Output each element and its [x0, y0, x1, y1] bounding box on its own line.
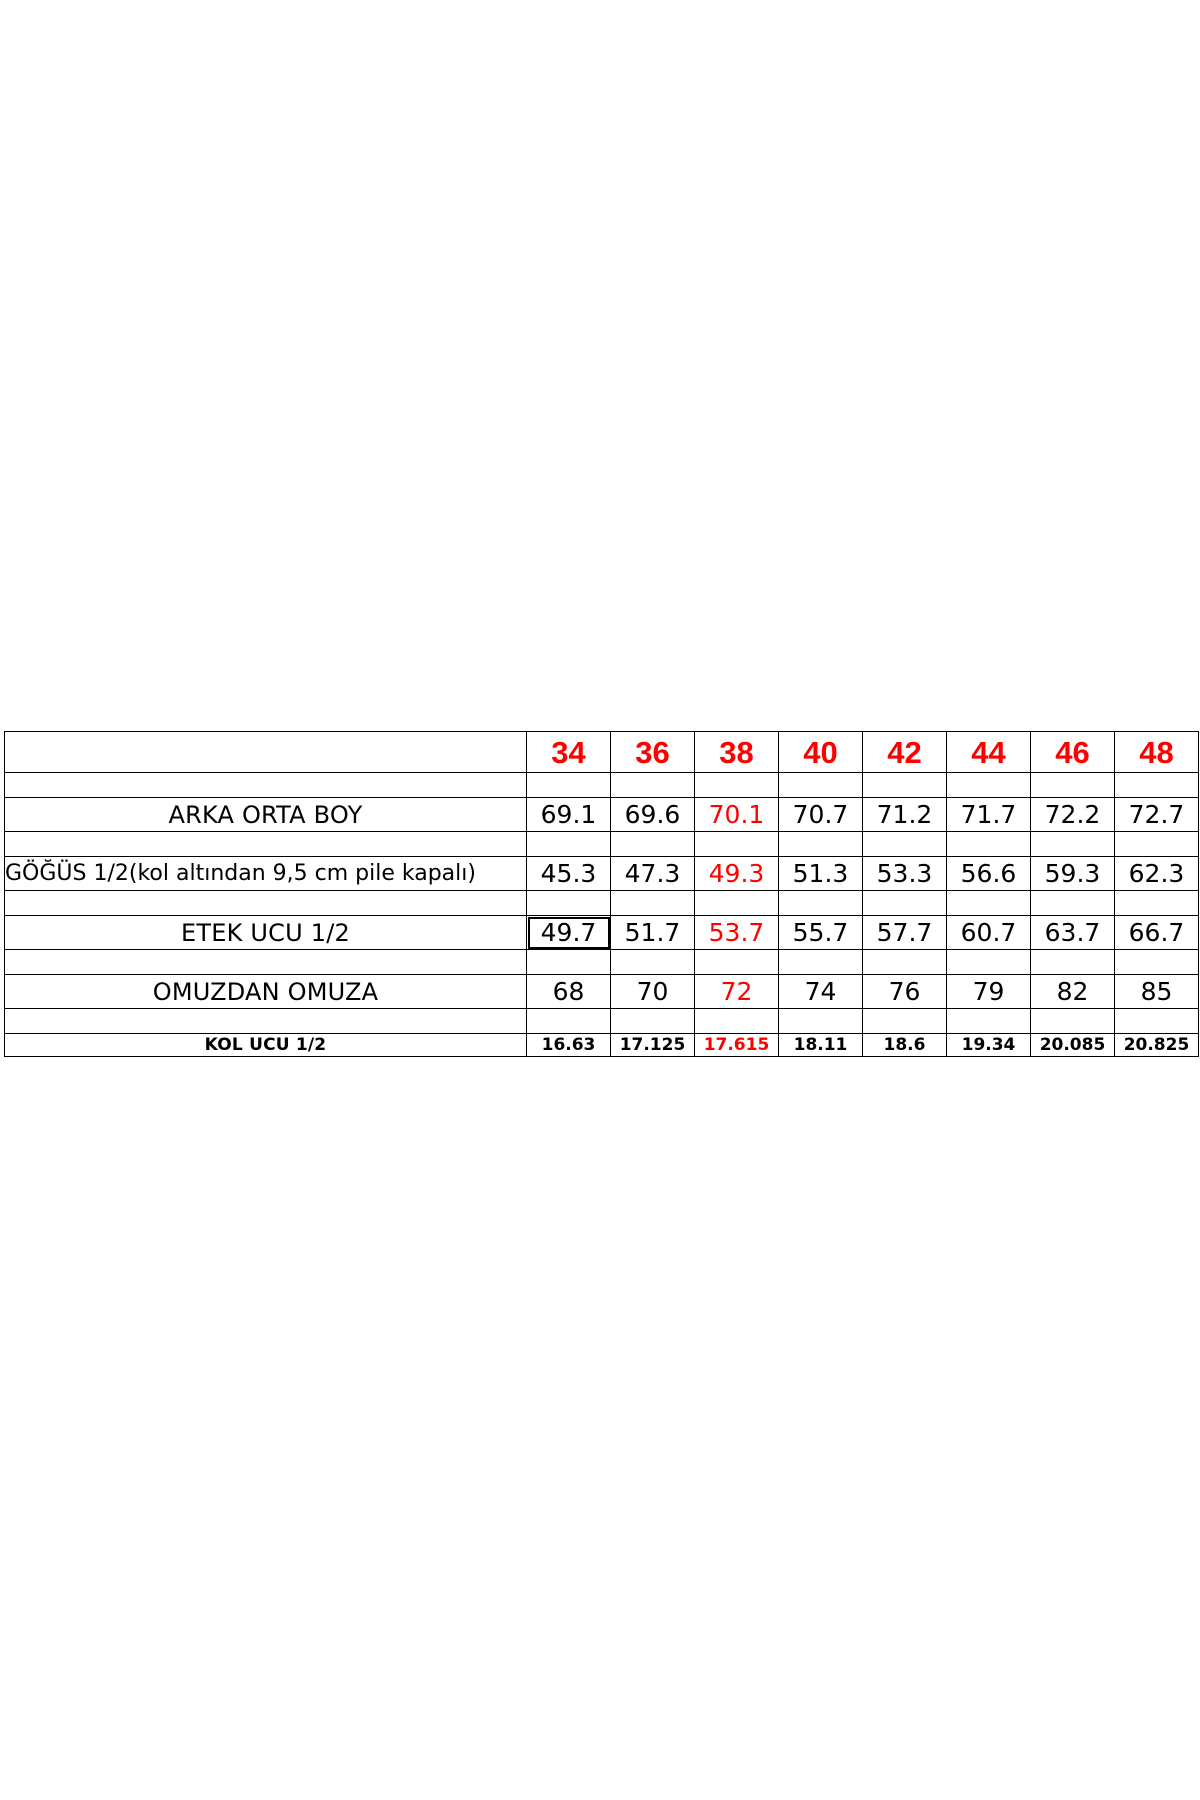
row-label-omuzdan-omuza[interactable]: OMUZDAN OMUZA: [5, 975, 527, 1009]
value-cell[interactable]: 70: [611, 975, 695, 1009]
empty-cell[interactable]: [695, 1009, 779, 1034]
size-header-34[interactable]: 34: [527, 732, 611, 773]
empty-cell[interactable]: [5, 950, 527, 975]
empty-cell[interactable]: [947, 1009, 1031, 1034]
empty-cell[interactable]: [1115, 1009, 1199, 1034]
value-cell[interactable]: 62.3: [1115, 857, 1199, 891]
empty-cell[interactable]: [863, 832, 947, 857]
empty-cell[interactable]: [5, 832, 527, 857]
empty-cell[interactable]: [1115, 832, 1199, 857]
empty-cell[interactable]: [947, 832, 1031, 857]
empty-cell[interactable]: [695, 950, 779, 975]
value-cell[interactable]: 57.7: [863, 916, 947, 950]
empty-cell[interactable]: [779, 832, 863, 857]
empty-cell[interactable]: [1115, 773, 1199, 798]
value-cell[interactable]: 72.2: [1031, 798, 1115, 832]
size-chart-sheet: [4, 731, 1198, 1067]
value-cell[interactable]: 20.825: [1115, 1034, 1199, 1057]
value-cell[interactable]: 85: [1115, 975, 1199, 1009]
value-cell[interactable]: 59.3: [1031, 857, 1115, 891]
value-cell[interactable]: 69.6: [611, 798, 695, 832]
value-cell[interactable]: 56.6: [947, 857, 1031, 891]
value-cell[interactable]: 60.7: [947, 916, 1031, 950]
row-label-gogus[interactable]: GÖĞÜS 1/2(kol altından 9,5 cm pile kapalı): [5, 857, 527, 891]
empty-cell[interactable]: [863, 773, 947, 798]
value-cell[interactable]: 47.3: [611, 857, 695, 891]
spacer-row: [5, 1009, 1199, 1034]
empty-cell[interactable]: [947, 773, 1031, 798]
value-cell[interactable]: 18.6: [863, 1034, 947, 1057]
value-cell[interactable]: 79: [947, 975, 1031, 1009]
empty-cell[interactable]: [947, 891, 1031, 916]
value-cell[interactable]: 53.3: [863, 857, 947, 891]
empty-cell[interactable]: [1031, 832, 1115, 857]
empty-cell[interactable]: [695, 773, 779, 798]
size-chart-table: [4, 731, 1199, 1057]
value-cell[interactable]: 51.3: [779, 857, 863, 891]
value-cell-highlighted[interactable]: 53.7: [695, 916, 779, 950]
value-cell[interactable]: 19.34: [947, 1034, 1031, 1057]
empty-cell[interactable]: [1115, 950, 1199, 975]
value-cell[interactable]: 69.1: [527, 798, 611, 832]
empty-cell[interactable]: [695, 891, 779, 916]
empty-cell[interactable]: [779, 891, 863, 916]
spacer-row: [5, 832, 1199, 857]
value-cell-highlighted[interactable]: 70.1: [695, 798, 779, 832]
table-row-omuzdan-omuza: [5, 975, 1199, 1009]
empty-cell[interactable]: [695, 832, 779, 857]
empty-cell[interactable]: [611, 1009, 695, 1034]
empty-cell[interactable]: [527, 1009, 611, 1034]
value-cell[interactable]: 63.7: [1031, 916, 1115, 950]
spacer-row: [5, 773, 1199, 798]
value-cell[interactable]: 71.2: [863, 798, 947, 832]
empty-cell[interactable]: [779, 950, 863, 975]
empty-cell[interactable]: [1031, 773, 1115, 798]
empty-cell[interactable]: [863, 950, 947, 975]
empty-cell[interactable]: [611, 950, 695, 975]
header-empty-cell[interactable]: [5, 732, 527, 773]
empty-cell[interactable]: [5, 891, 527, 916]
empty-cell[interactable]: [779, 1009, 863, 1034]
value-cell[interactable]: 18.11: [779, 1034, 863, 1057]
size-header-44[interactable]: 44: [947, 732, 1031, 773]
empty-cell[interactable]: [527, 891, 611, 916]
empty-cell[interactable]: [1115, 891, 1199, 916]
empty-cell[interactable]: [779, 773, 863, 798]
value-cell[interactable]: 45.3: [527, 857, 611, 891]
value-cell[interactable]: 72.7: [1115, 798, 1199, 832]
value-cell[interactable]: 68: [527, 975, 611, 1009]
empty-cell[interactable]: [863, 1009, 947, 1034]
value-cell[interactable]: 51.7: [611, 916, 695, 950]
size-header-row: [5, 732, 1199, 773]
table-row-etek-ucu: [5, 916, 1199, 950]
row-label-kol-ucu[interactable]: KOL UCU 1/2: [5, 1034, 527, 1057]
value-cell[interactable]: 55.7: [779, 916, 863, 950]
value-cell[interactable]: 17.125: [611, 1034, 695, 1057]
value-cell-highlighted[interactable]: 17.615: [695, 1034, 779, 1057]
value-cell-selected[interactable]: 49.7: [527, 916, 611, 950]
table-row-arka-orta-boy: [5, 798, 1199, 832]
value-cell[interactable]: 82: [1031, 975, 1115, 1009]
value-cell-highlighted[interactable]: 72: [695, 975, 779, 1009]
value-cell[interactable]: 74: [779, 975, 863, 1009]
size-header-38[interactable]: 38: [695, 732, 779, 773]
size-header-46[interactable]: 46: [1031, 732, 1115, 773]
value-cell[interactable]: 71.7: [947, 798, 1031, 832]
empty-cell[interactable]: [5, 1009, 527, 1034]
value-cell[interactable]: 16.63: [527, 1034, 611, 1057]
empty-cell[interactable]: [611, 832, 695, 857]
empty-cell[interactable]: [1031, 950, 1115, 975]
size-header-42[interactable]: 42: [863, 732, 947, 773]
empty-cell[interactable]: [527, 773, 611, 798]
empty-cell[interactable]: [527, 950, 611, 975]
table-row-kol-ucu: [5, 1034, 1199, 1057]
empty-cell[interactable]: [5, 773, 527, 798]
value-cell-highlighted[interactable]: 49.3: [695, 857, 779, 891]
table-row-gogus: [5, 857, 1199, 891]
empty-cell[interactable]: [947, 950, 1031, 975]
empty-cell[interactable]: [611, 891, 695, 916]
empty-cell[interactable]: [611, 773, 695, 798]
spacer-row: [5, 891, 1199, 916]
size-header-40[interactable]: 40: [779, 732, 863, 773]
spacer-row: [5, 950, 1199, 975]
value-cell[interactable]: 70.7: [779, 798, 863, 832]
size-header-36[interactable]: 36: [611, 732, 695, 773]
value-cell[interactable]: 66.7: [1115, 916, 1199, 950]
empty-cell[interactable]: [863, 891, 947, 916]
empty-cell[interactable]: [527, 832, 611, 857]
row-label-arka-orta-boy[interactable]: ARKA ORTA BOY: [5, 798, 527, 832]
empty-cell[interactable]: [1031, 891, 1115, 916]
empty-cell[interactable]: [1031, 1009, 1115, 1034]
row-label-etek-ucu[interactable]: ETEK UCU 1/2: [5, 916, 527, 950]
value-cell[interactable]: 20.085: [1031, 1034, 1115, 1057]
size-header-48[interactable]: 48: [1115, 732, 1199, 773]
value-cell[interactable]: 76: [863, 975, 947, 1009]
